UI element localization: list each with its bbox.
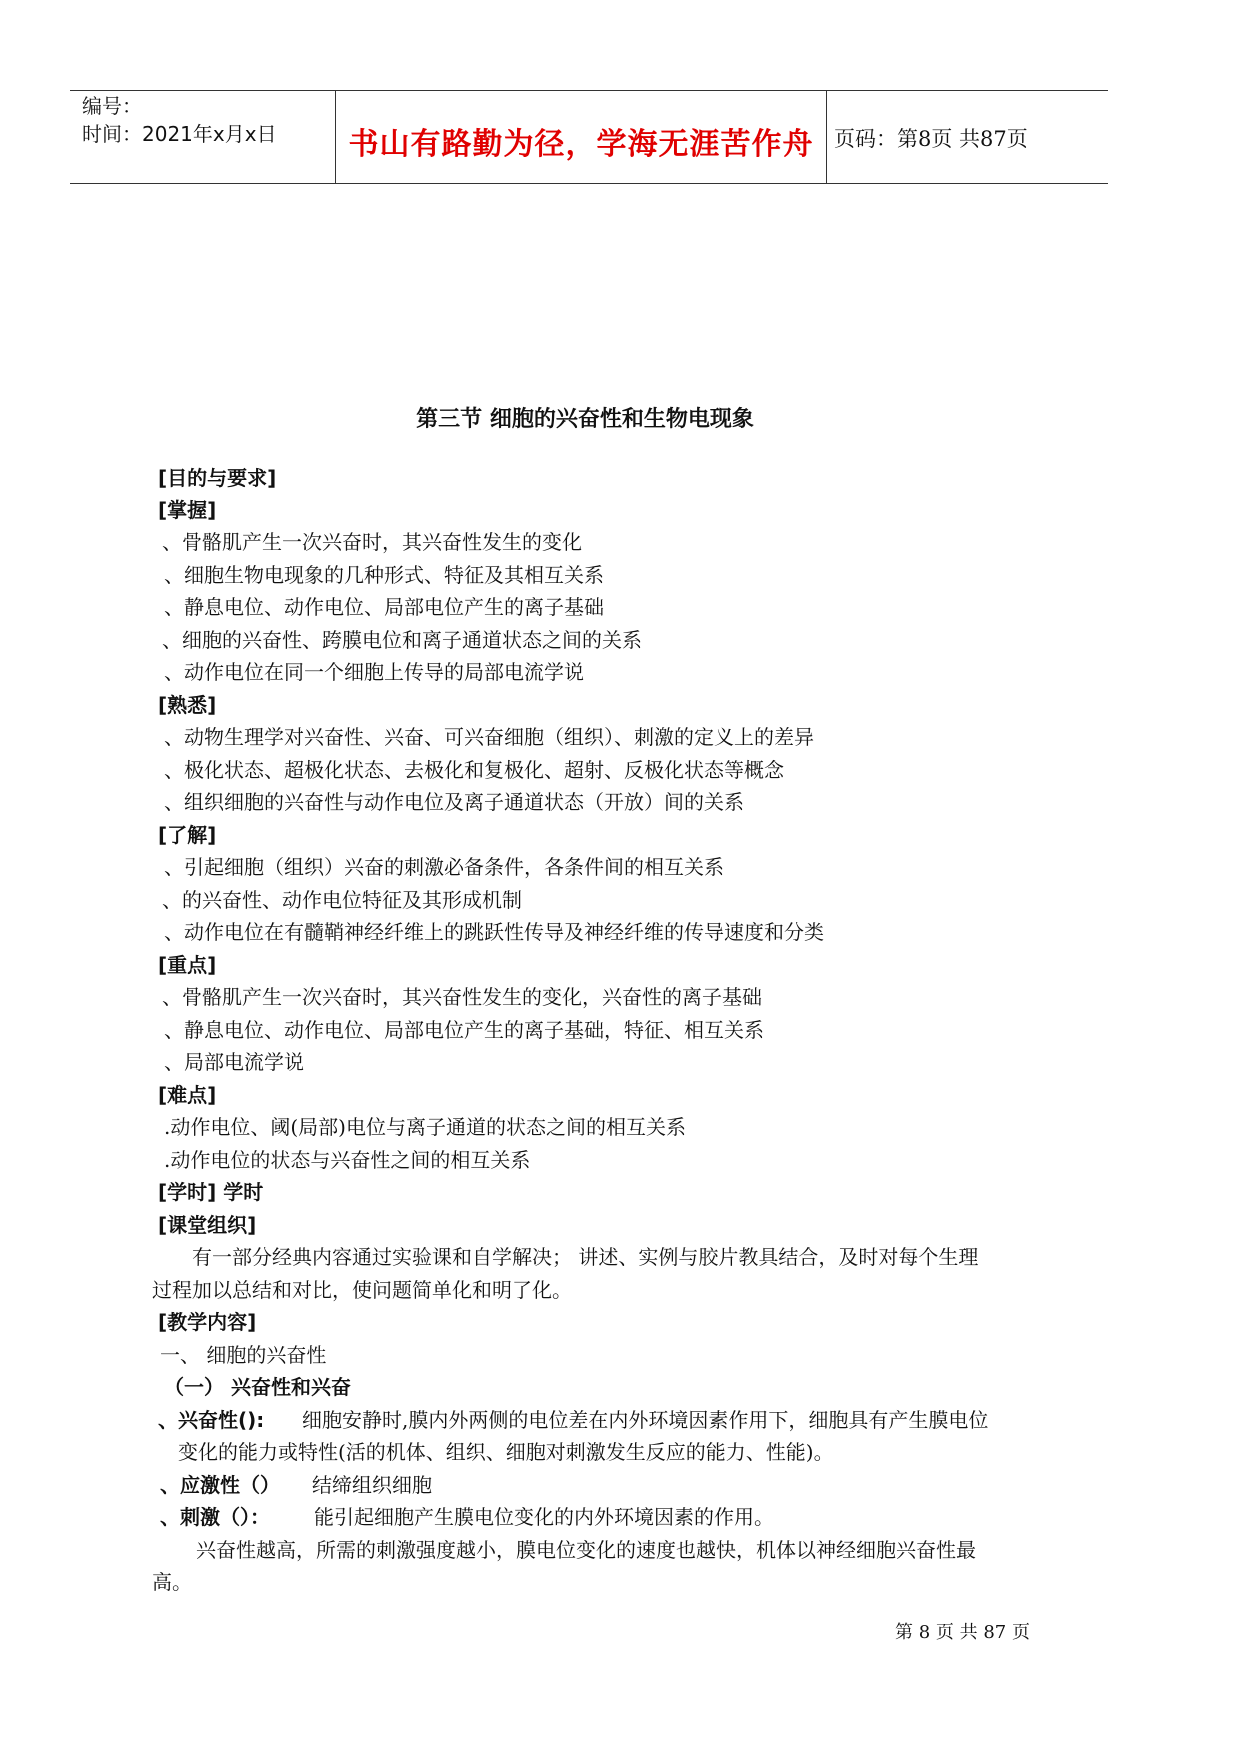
motto: 书山有路勤为径，学海无涯苦作舟 bbox=[348, 127, 814, 162]
header-info-cell bbox=[70, 91, 335, 183]
content-heading: [教学内容] bbox=[158, 1310, 257, 1334]
list-item: 、的兴奋性、动作电位特征及其形成机制 bbox=[162, 888, 522, 912]
list-item: 、细胞生物电现象的几种形式、特征及其相互关系 bbox=[164, 563, 604, 587]
hours-heading: [学时] 学时 bbox=[158, 1180, 264, 1204]
page-code: 页码：第8页 共87页 bbox=[834, 127, 1028, 151]
page-title: 第三节 细胞的兴奋性和生物电现象 bbox=[416, 407, 754, 432]
definition-line: 结缔组织细胞 bbox=[312, 1473, 432, 1497]
objectives-heading: [目的与要求] bbox=[158, 466, 277, 490]
familiar-heading: [熟悉] bbox=[158, 693, 217, 717]
page-footer: 第 8 页 共 87 页 bbox=[895, 1622, 1030, 1643]
number-label: 编号： bbox=[82, 94, 142, 118]
list-item: 、动物生理学对兴奋性、兴奋、可兴奋细胞（组织）、刺激的定义上的差异 bbox=[164, 725, 814, 749]
understand-heading: [了解] bbox=[158, 823, 217, 847]
difficult-heading: [难点] bbox=[158, 1083, 217, 1107]
paragraph-line: 有一部分经典内容通过实验课和自学解决； 讲述、实例与胶片教具结合，及时对每个生理 bbox=[192, 1245, 979, 1269]
list-item: 、动作电位在同一个细胞上传导的局部电流学说 bbox=[164, 660, 584, 684]
list-item: 、局部电流学说 bbox=[164, 1050, 304, 1074]
definition-line: 能引起细胞产生膜电位变化的内外环境因素的作用。 bbox=[314, 1505, 774, 1529]
date-label: 时间：2021年x月x日 bbox=[82, 122, 277, 146]
section-heading: 一、 细胞的兴奋性 bbox=[160, 1343, 327, 1367]
list-item: 、动作电位在有髓鞘神经纤维上的跳跃性传导及神经纤维的传导速度和分类 bbox=[164, 920, 824, 944]
list-item: 、静息电位、动作电位、局部电位产生的离子基础，特征、相互关系 bbox=[164, 1018, 764, 1042]
class-heading: [课堂组织] bbox=[158, 1213, 257, 1237]
header-page-cell bbox=[826, 91, 1108, 183]
list-item: 、静息电位、动作电位、局部电位产生的离子基础 bbox=[164, 595, 604, 619]
subsection-heading: （一） 兴奋性和兴奋 bbox=[164, 1375, 351, 1399]
paragraph-line: 兴奋性越高，所需的刺激强度越小，膜电位变化的速度也越快，机体以神经细胞兴奋性最 bbox=[196, 1538, 976, 1562]
list-item: 、极化状态、超极化状态、去极化和复极化、超射、反极化状态等概念 bbox=[164, 758, 784, 782]
paragraph-line: 过程加以总结和对比，使问题简单化和明了化。 bbox=[152, 1278, 572, 1302]
key-heading: [重点] bbox=[158, 953, 217, 977]
term-excitability: 、兴奋性(): bbox=[158, 1408, 265, 1432]
definition-line: 细胞安静时,膜内外两侧的电位差在内外环境因素作用下，细胞具有产生膜电位 bbox=[302, 1408, 989, 1432]
master-heading: [掌握] bbox=[158, 498, 217, 522]
header-motto-cell bbox=[335, 91, 827, 183]
list-item: 、骨骼肌产生一次兴奋时，其兴奋性发生的变化 bbox=[162, 530, 582, 554]
list-item: 、骨骼肌产生一次兴奋时，其兴奋性发生的变化，兴奋性的离子基础 bbox=[162, 985, 762, 1009]
list-item: .动作电位、阈(局部)电位与离子通道的状态之间的相互关系 bbox=[164, 1115, 686, 1139]
term-stimulus: 、刺激（）： bbox=[160, 1505, 270, 1529]
paragraph-line: 高。 bbox=[152, 1570, 192, 1594]
list-item: 、组织细胞的兴奋性与动作电位及离子通道状态（开放）间的关系 bbox=[164, 790, 744, 814]
document-header bbox=[70, 90, 1108, 184]
list-item: .动作电位的状态与兴奋性之间的相互关系 bbox=[164, 1148, 531, 1172]
list-item: 、引起细胞（组织）兴奋的刺激必备条件，各条件间的相互关系 bbox=[164, 855, 724, 879]
list-item: 、细胞的兴奋性、跨膜电位和离子通道状态之间的关系 bbox=[162, 628, 642, 652]
term-irritability: 、应激性（） bbox=[160, 1473, 280, 1497]
definition-line: 变化的能力或特性(活的机体、组织、细胞对刺激发生反应的能力、性能)。 bbox=[178, 1440, 834, 1464]
